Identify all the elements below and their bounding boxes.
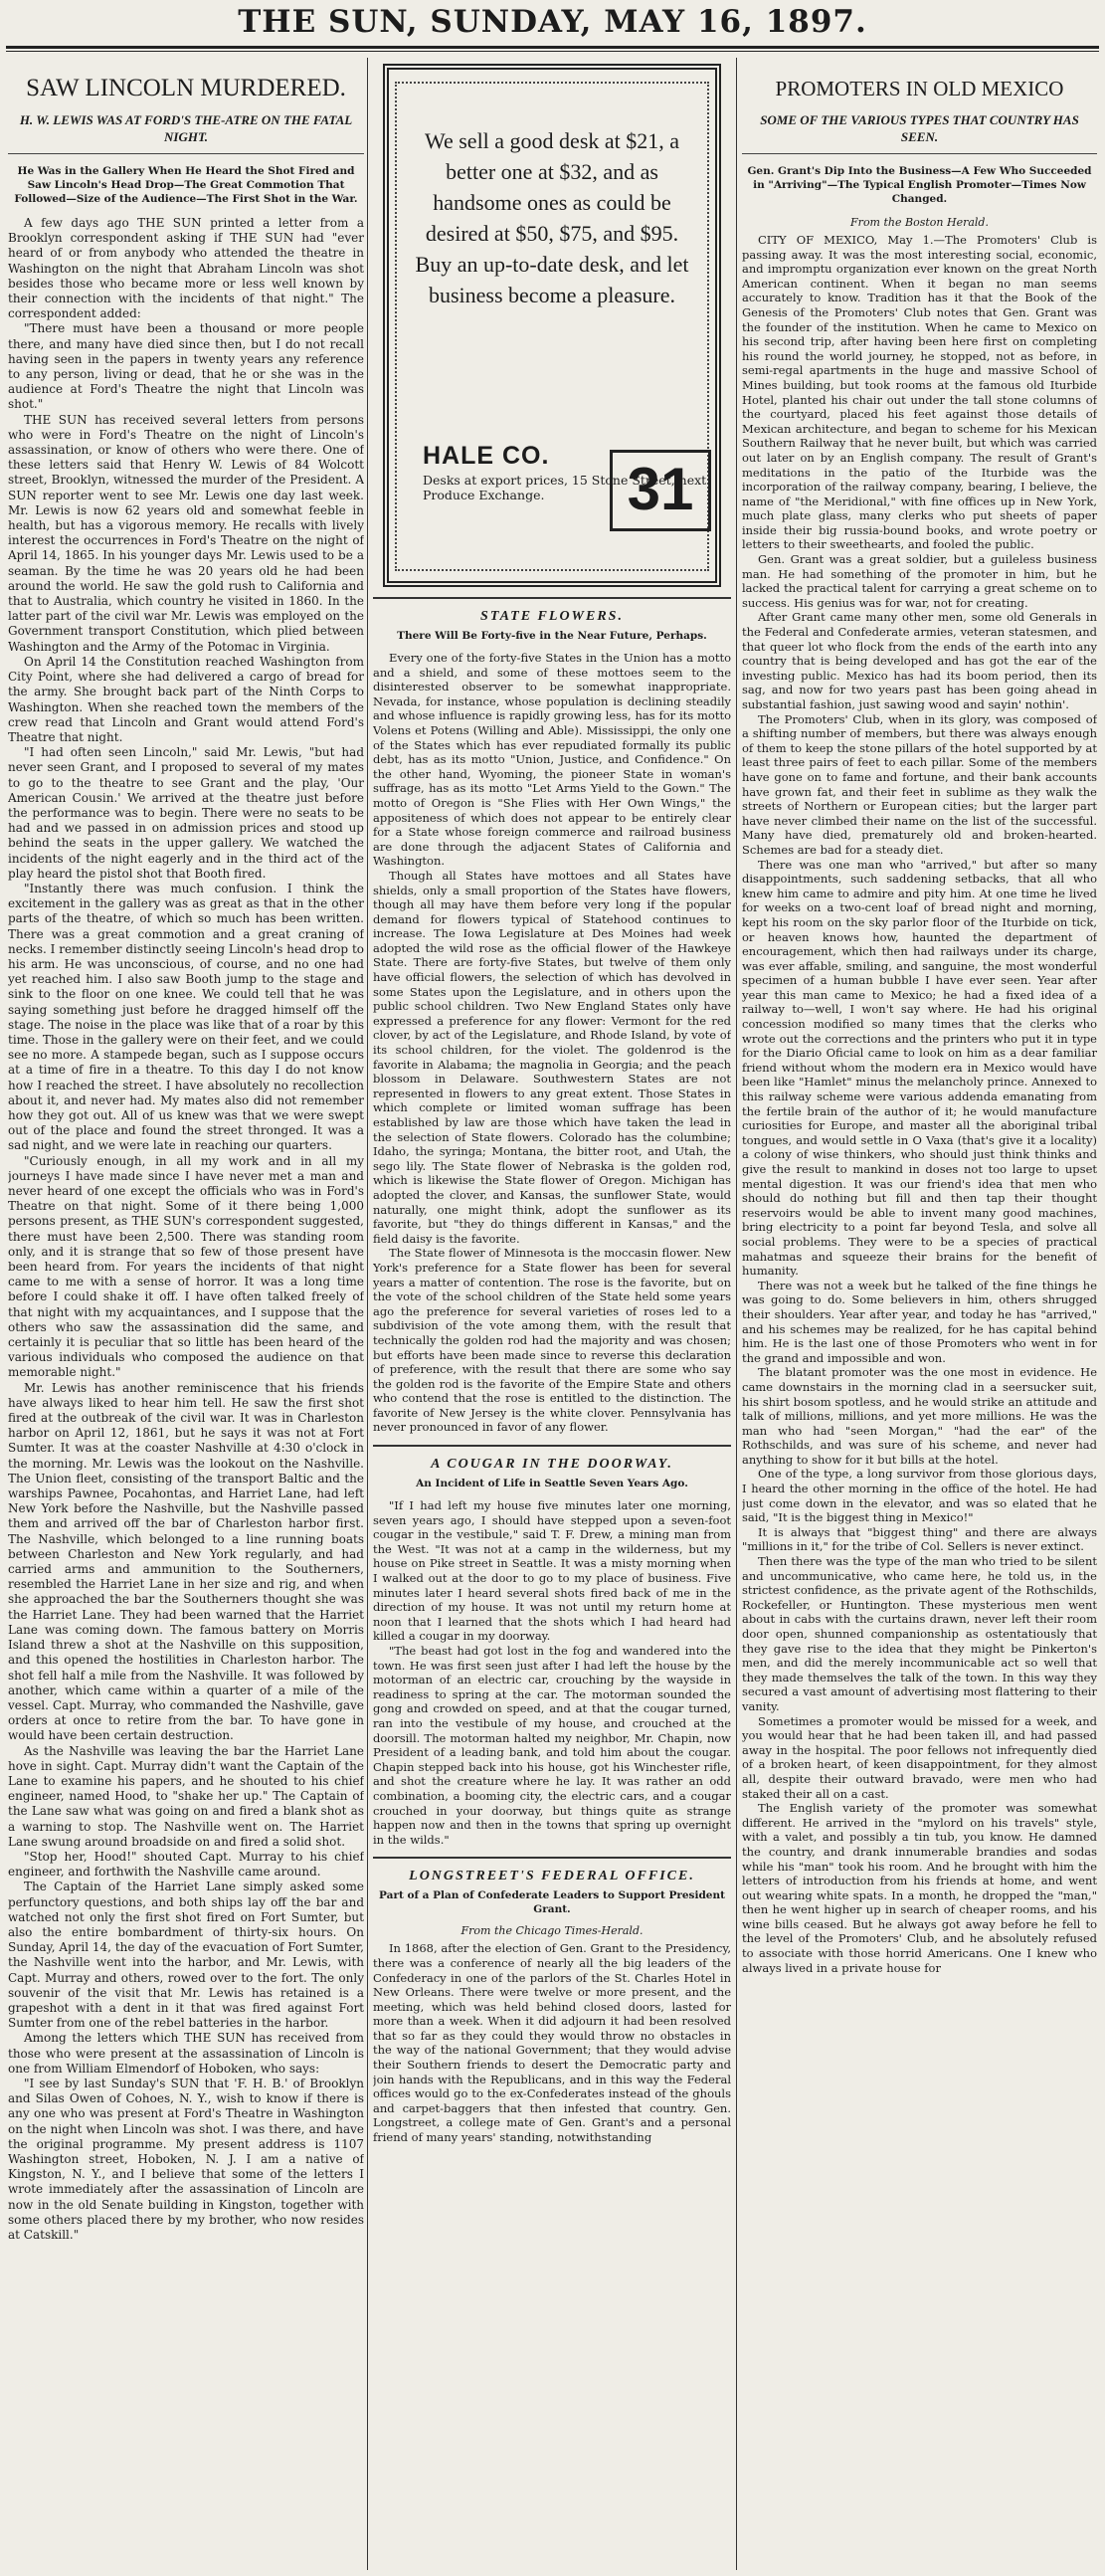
column-lincoln — [8, 58, 364, 2570]
masthead-rule-thin — [6, 51, 1099, 52]
ad-footer — [423, 442, 711, 537]
article-paragraph: After Grant came many other men, some old Generals in the Federal and Confederate armies, veteran statesmen, and that queer lot who flock from the ends of the earth into any country that is being developed and has got the ear of the investing public. Mexico has had its boom period, then its sag, and now for two years past has been going ahead in substantial fashion, just sawing wood and sayin' nothin'. — [742, 610, 1097, 711]
article-paragraph: "If I had left my house five minutes later one morning, seven years ago, I should have stepped upon a seven-foot cougar in the vestibule," said T. F. Drew, a mining man from the West. "It was not at a camp in the wilderness, but my house on Pike street in Seattle. It was a misty morning when I walked out at the door to go to my place of business. Five minutes later I heard several shots fired back of me in the direction of my house. It was not until my return home at noon that I learned that the shots which I had heard had killed a cougar in my doorway. — [373, 1498, 731, 1644]
article-paragraph: The Captain of the Harriet Lane simply asked some perfunctory questions, and both ships lay off the bar and watched not only the first shot fired on Fort Sumter, but also the entire bombardment of thirty-six hours. On Sunday, April 14, the day of the evacuation of Fort Sumter, the Nashville went into the harbor, and Mr. Lewis, with Capt. Murray and others, rowed over to the fort. The only souvenir of the visit that Mr. Lewis has retained is a grapeshot with a dent in it that was fired against Fort Sumter from one of the rebel batteries in the harbor. — [8, 1880, 364, 2031]
state-flowers-headline: STATE FLOWERS. — [480, 609, 624, 624]
article-paragraph: The English variety of the promoter was somewhat different. He arrived in the "mylord on his travels" style, with a valet, and possibly a tin tub, you know. He damned the country, and drank innumerable brandies and sodas while his "man" took his room. And he brought with him the letters of introduction from his friends at home, and went out wearing white spats. In a month, he dropped the "man," then he went higher up in search of cheaper rooms, and his wine bills ceased. But he always got away before he fell to the level of the Promoters' Club, and he absolutely refused to associate with those horrid Americans. One I knew who always lived in a private house for — [742, 1801, 1097, 1975]
ad-address: Desks at export prices, 15 Stone Street, next Produce Exchange. — [423, 473, 707, 502]
article-paragraph: "Curiously enough, in all my work and in all my journeys I have made since I have never met a man and never heard of one except the officials who was in Ford's Theatre on that night. Some of it there being 1,000 persons present, as THE SUN's correspondent suggested, there must have been 2,500. There was standing room only, and it is strange that so few of those present have been heard from. For years the incidents of that night came to me with a sense of horror. It was a long time before I could shake it off. I have often talked freely of that night with my acquaintances, and I suppose that the others who saw the assassination did the same, and certainly it is peculiar that so little has been heard of the various individuals who composed the audience on that memorable night." — [8, 1153, 364, 1380]
lincoln-subdeck: He Was in the Gallery When He Heard the Shot Fired and Saw Lincoln's Head Drop—The Great Commotion That Followed—Size of the Audience—The First Shot in the War. — [14, 165, 358, 205]
ad-copy: We sell a good desk at $21, a better one at $32, and as handsome ones as could be desired at $50, $75, and $95. Buy an up-to-date desk, and let business become a pleasure. — [415, 128, 689, 307]
ad-number-box: 31 — [610, 450, 711, 531]
article-paragraph: THE SUN has received several letters from persons who were in Ford's Theatre on the night of Lincoln's assassination, or know of others who were there. One of these letters said that Henry W. Lewis of 84 Wolcott street, Brooklyn, witnessed the murder of the President. A SUN reporter went to see Mr. Lewis one day last week. Mr. Lewis is now 62 years old and somewhat feeble in health, but has a vigorous memory. He recalls with lively interest the occurrences in Ford's Theatre on the night of April 14, 1865. In his younger days Mr. Lewis used to be a seaman. By the time he was 20 years old he had been around the world. He saw the gold rush to California and that to Australia, which country he visited in 1860. In the latter part of the civil war Mr. Lewis was employed on the Government transport Constitution, which plied between Washington and the Army of the Potomac in Virginia. — [8, 412, 364, 654]
article-paragraph: "Instantly there was much confusion. I think the excitement in the gallery was as great as that in the other parts of the theatre, of which so much has been written. There was a great commotion and a great craning of necks. I remember distinctly seeing Lincoln's head drop to his arm. He was unconscious, of course, and no one had yet reached him. I also saw Booth jump to the stage and sink to the floor on one knee. We could tell that he was saying something just before he dragged himself off the stage. The noise in the place was like that of a roar by this time. Those in the gallery were on their feet, and we could see no more. A stampede began, such as I suppose occurs at a time of fire in a theatre. To this day I do not know how I reached the street. I have absolutely no recollection about it, and never had. My mates also did not remember how they got out. All of us knew was that we were swept out of the place and found the street thronged. It was a sad night, and we were late in reaching our quarters. — [8, 881, 364, 1153]
promoters-headline: PROMOTERS IN OLD MEXICO — [775, 77, 1064, 100]
article-paragraph: "There must have been a thousand or more people there, and many have died since then, but I do not recall having seen in the papers in twenty years any reference to any person, living or dead, that he or she was in the audience at Ford's Theatre the night that Lincoln was shot." — [8, 321, 364, 412]
lincoln-headline: SAW LINCOLN MURDERED. — [26, 75, 346, 101]
state-flowers-body — [373, 651, 731, 1435]
article-paragraph: "I see by last Sunday's SUN that 'F. H. B.' of Brooklyn and Silas Owen of Cohoes, N. Y., wish to know if there is any one who was present at Ford's Theatre in Washington on the night when Lincoln was shot. I was there, and have the original programme. My present address is 1107 Washington street, Hoboken, N. J. I am a native of Kingston, N. Y., and I believe that some of the letters I wrote immediately after the assassination of Lincoln are now in the old Senate building in Kingston, together with some others placed there by my brother, who now resides at Catskill." — [8, 2076, 364, 2243]
promoters-deck: SOME OF THE VARIOUS TYPES THAT COUNTRY HAS SEEN. — [742, 111, 1097, 154]
lincoln-article-body — [8, 216, 364, 2243]
promoters-subdeck: Gen. Grant's Dip Into the Business—A Few Who Succeeded in "Arriving"—The Typical English Promoter—Times Now Changed. — [747, 165, 1092, 205]
longstreet-source: From the Chicago Times-Herald. — [460, 1924, 644, 1938]
article-paragraph: CITY OF MEXICO, May 1.—The Promoters' Club is passing away. It was the most interesting social, economic, and impromptu organization ever known on the great North American continent. When it began no man seems accurately to know. Tradition has it that the Book of the Genesis of the Promoters' Club notes that Gen. Grant was the founder of the institution. When he came to Mexico on his second trip, after having been here first on completing his round the world journey, he stopped, not as before, in semi-regal apartments in the huge and massive School of Mines building, but took rooms at the famous old Iturbide Hotel, planted his chair out under the tall stone columns of the courtyard, placed his feet against those details of Mexican architecture, and began to scheme for his Mexican Southern Railway that he never built, but which was carried out later on by an English company. The result of Grant's meditations in the patio of the Iturbide was the incorporation of the railway company, bearing, I believe, the name of "the Meridional," with fine offices up in New York, much plate glass, many clerks who put sheets of paper inside their big russia-bound books, and wrote poetry or letters to their sweethearts, and fooled the public. — [742, 233, 1097, 552]
article-paragraph: As the Nashville was leaving the bar the Harriet Lane hove in sight. Capt. Murray didn't want the Captain of the Lane to examine his papers, and he shouted to his chief engineer, named Hood, to "shake her up." The Captain of the Lane saw what was going on and fired a blank shot as a warning to stop. The Nashville went on. The Harriet Lane swung around broadside on and fired a solid shot. — [8, 1743, 364, 1849]
cougar-deck: An Incident of Life in Seattle Seven Years Ago. — [416, 1478, 688, 1490]
article-paragraph: Mr. Lewis has another reminiscence that his friends have always liked to hear him tell. He saw the first shot fired at the outbreak of the civil war. It was in Charleston harbor on April 12, 1861, but he says it was not at Fort Sumter. It was at the coaster Nashville at 4:30 o'clock in the morning. Mr. Lewis was the lookout on the Nashville. The Union fleet, consisting of the transport Baltic and the warships Pawnee, Pocahontas, and Harriet Lane, had left New York before the Nashville, but the Nashville passed them and arrived off the bar of Charleston harbor first. The Nashville, which belonged to a line running boats between Charleston and New York regularly, and had carried arms and ammunition to the Southerners, resembled the Harriet Lane in her size and rig, and when she approached the bar the Southerners thought she was the Harriet Lane. They had been warned that the Harriet Lane was coming down. The famous battery on Morris Island threw a shot at the Nashville on this supposition, and this opened the hostilities in Charleston harbor. The shot fell half a mile from the Nashville. It was followed by another, which came within a quarter of a mile of the vessel. Capt. Murray, who commanded the Nashville, gave orders at once to retire from the bar. To have gone in would have been certain destruction. — [8, 1380, 364, 1743]
article-paragraph: It is always that "biggest thing" and there are always "millions in it," for the tribe of Col. Sellers is never extinct. — [742, 1524, 1097, 1554]
promoters-article-body — [742, 233, 1097, 1975]
article-paragraph: On April 14 the Constitution reached Washington from City Point, where she had delivered a cargo of bread for the army. She brought back part of the Ninth Corps to Washington. When she reached town the members of the crew read that Lincoln and Grant would attend Ford's Theatre that night. — [8, 654, 364, 744]
lincoln-deck: H. W. LEWIS WAS AT FORD'S THE-ATRE ON THE FATAL NIGHT. — [8, 111, 364, 154]
article-paragraph: One of the type, a long survivor from those glorious days, I heard the other morning in the office of the hotel. He had just come down in the elevator, and was so elated that he said, "It is the biggest thing in Mexico!" — [742, 1467, 1097, 1525]
article-paragraph: Among the letters which THE SUN has received from those who were present at the assassination of Lincoln is one from William Elmendorf of Hoboken, who says: — [8, 2031, 364, 2076]
hale-desk-advertisement — [383, 64, 721, 587]
column-middle — [373, 58, 731, 2570]
article-paragraph: Every one of the forty-five States in the Union has a motto and a shield, and some of these mottoes seem to the disinterested observer to be somewhat inappropriate. Nevada, for instance, whose population is declining steadily and whose influence is rapidly growing less, has for its motto Volens et Potens (Willing and Able). Mississippi, the only one of the States which has ever repudiated formally its public debt, has as its motto "Union, Justice, and Confidence." On the other hand, Wyoming, the pioneer State in woman's suffrage, has as its motto "Let Arms Yield to the Gown." The motto of Oregon is "She Flies with Her Own Wings," the appositeness of which does not appear to be entirely clear for a State whose foreign commerce and railroad business are done through the adjacent States of California and Washington. — [373, 651, 731, 869]
article-paragraph: In 1868, after the election of Gen. Grant to the Presidency, there was a conference of nearly all the big leaders of the Confederacy in one of the parlors of the St. Charles Hotel in New Orleans. There were twelve or more present, and the meeting, which was held behind closed doors, lasted for more than a week. When it did adjourn it had been resolved that so far as they could they would throw no obstacles in the way of the national Government; that they would advise their Southern friends to desert the Democratic party and join hands with the Republicans, and in this way the Federal offices would go to the ex-Confederates instead of the ghouls and carpet-baggers that then infested that country. Gen. Longstreet, a college mate of Gen. Grant's and a personal friend of many years' standing, notwithstanding — [373, 1941, 731, 2145]
article-paragraph: There was not a week but he talked of the fine things he was going to do. Some believers in him, others shrugged their shoulders. Year after year, and today he has "arrived," and his schemes may be realized, for he has capital behind him. He is the last one of those Promoters who went in for the grand and impossible and won. — [742, 1278, 1097, 1365]
section-rule — [373, 597, 731, 599]
column-promoters — [742, 58, 1097, 2570]
article-paragraph: The State flower of Minnesota is the moccasin flower. New York's preference for a State flower has been for several years a matter of contention. The rose is the favorite, but on the vote of the school children of the State held some years ago the preference for several varieties of roses led to a subdivision of the vote among them, with the result that technically the golden rod had the majority and was chosen; but efforts have been made since to reverse this declaration of preference, with the result that there are some who say the golden rod is the favorite of the Empire State and others who contend that the rose is entitled to the distinction. The favorite of New Jersey is the white clover. Pennsylvania has never pronounced in favor of any flower. — [373, 1246, 731, 1435]
cougar-body — [373, 1498, 731, 1847]
article-paragraph: "I had often seen Lincoln," said Mr. Lewis, "but had never seen Grant, and I proposed to several of my mates to go to the theatre to see Grant and the play, 'Our American Cousin.' We arrived at the theatre just before the performance was to begin. There were no seats to be had and we passed in on admission prices and stood up behind the seats in the upper gallery. We watched the incidents of the night eagerly and in the third act of the play heard the pistol shot that Booth fired. — [8, 745, 364, 881]
masthead-rule — [6, 46, 1099, 49]
longstreet-body — [373, 1941, 731, 2144]
article-paragraph: The Promoters' Club, when in its glory, was composed of a shifting number of members, but there was always enough of them to keep the stone pillars of the hotel supported by at least three pairs of feet to each pillar. Some of the members have gone on to fame and fortune, and their bank accounts have grown fat, and their feet in sublime as they walk the streets of Northern or European cities; but the larger part have never climbed their name on the list of the successful. Many have died, prematurely old and broken-hearted. Schemes are bad for a steady diet. — [742, 711, 1097, 857]
cougar-headline: A COUGAR IN THE DOORWAY. — [431, 1457, 673, 1473]
longstreet-headline: LONGSTREET'S FEDERAL OFFICE. — [409, 1869, 695, 1884]
article-paragraph: "The beast had got lost in the fog and wandered into the town. He was first seen just after I had left the house by the motorman of an electric car, crouching by the wayside in readiness to spring at the car. The motorman sounded the gong and crowded on speed, and at that the cougar turned, ran into the vestibule of my house, and crouched at the doorsill. The motorman halted my neighbor, Mr. Chapin, now President of a leading bank, and told him about the cougar. Chapin stepped back into his house, got his Winchester rifle, and shot the creature where he lay. It was rather an odd combination, a booming city, the electric cars, and a cougar crouched in your doorway, but things quite as strange happen now and then in the towns that spring up overnight in the wilds." — [373, 1644, 731, 1847]
promoters-source: From the Boston Herald. — [850, 216, 989, 229]
article-paragraph: Then there was the type of the man who tried to be silent and uncommunicative, who came here, he told us, in the strictest confidence, as the private agent of the Rothschilds, Rockefeller, or Huntington. These mysterious men went about in cabs with the curtains drawn, never left their room door open, shunned companionship as ostentatiously that they gave rise to the idea that they might be Pinkerton's men, and did the merely incommunicable act so well that they made themselves the talk of the town. In this way they secured a vast amount of advertising most flattering to their vanity. — [742, 1554, 1097, 1713]
article-paragraph: Sometimes a promoter would be missed for a week, and you would hear that he had been taken ill, and had passed away in the hospital. The poor fellows not infrequently died of a broken heart, of keen disappointment, for they almost all, despite their outward bravado, were men who had staked their all on a cast. — [742, 1713, 1097, 1801]
section-rule — [373, 1857, 731, 1859]
article-paragraph: The blatant promoter was the one most in evidence. He came downstairs in the morning clad in a seersucker suit, his shirt bosom spotless, and he would strike an attitude and talk of millions, millions, and yet more millions. He was the man who had "seen Morgan," "had the ear" of the Rothschilds, and was sure of his scheme, and never had anything to show for it but bills at the hotel. — [742, 1365, 1097, 1467]
column-divider-2 — [736, 58, 737, 2570]
section-rule — [373, 1445, 731, 1447]
article-paragraph: There was one man who "arrived," but after so many disappointments, such saddening setbacks, that all who knew him came to admire and pity him. At one time he lived for weeks on a two-cent loaf of bread night and morning, kept his room on the sky parlor floor of the Iturbide on tick, or heaven knows how, haunted the department of encouragement, which then had railways under its charge, was ever affable, smiling, and sanguine, the most wonderful specimen of a human bubble I have ever seen. Year after year this man came to Mexico; he had a fixed idea of a railway to—well, I won't say where. He had his original concession modified so many times that the clerks who wrote out the corrections and the printers who put it in type for the Diario Oficial came to look on him as a dear familiar friend without whom the modern era in Mexico would have been like "Hamlet" minus the melancholy prince. Annexed to this railway scheme were various addenda emanating from the fertile brain of the author of it; he would manufacture curiosities for Europe, and master all the aboriginal tribal tongues, and would settle in O Vaxa (that's give it a locality) a colony of wise thinkers, who should just think thinks and give the result to mankind in doses not too large to upset mental digestion. It was our friend's idea that men who should do nothing but fill and then tap their thought reservoirs would be able to invent many good machines, bring electricity to a point far beyond Tesla, and solve all social problems. They were to be a species of practical mahatmas and squeeze their brains for the benefit of humanity. — [742, 857, 1097, 1279]
article-paragraph: A few days ago THE SUN printed a letter from a Brooklyn correspondent asking if THE SUN had "ever heard of or from anybody who attended the theatre in Washington on the night that Abraham Lincoln was shot besides those who became more or less well known by their connection with the incidents of that night." The correspondent added: — [8, 216, 364, 321]
state-flowers-deck: There Will Be Forty-five in the Near Future, Perhaps. — [397, 630, 707, 642]
article-paragraph: Gen. Grant was a great soldier, but a guileless business man. He had something of the promoter in him, but he lacked the practical talent for carrying a great scheme on to success. His genius was for war, not for creating. — [742, 552, 1097, 610]
longstreet-deck: Part of a Plan of Confederate Leaders to Support President Grant. — [379, 1889, 725, 1916]
article-paragraph: Though all States have mottoes and all States have shields, only a small proportion of the States have flowers, though all may have them before very long if the popular demand for flowers typical of Statehood continues to increase. The Iowa Legislature at Des Moines had week adopted the wild rose as the official flower of the Hawkeye State. There are forty-five States, but twelve of them only have official flowers, the selection of which has devolved in some States upon the Legislature, and in others upon the public school children. Two New England States only have expressed a preference for any flower: Vermont for the red clover, by act of the Legislature, and Rhode Island, by vote of its school children, for the violet. The goldenrod is the favorite in Alabama; the magnolia in Georgia; and the peach blossom in Delaware. Southwestern States are not represented in flowers to any great extent. Those States in which complete or limited woman suffrage has been established by law are those which have taken the lead in the selection of State flowers. Colorado has the columbine; Idaho, the syringa; Montana, the bitter root, and Utah, the sego lily. The State flower of Nebraska is the golden rod, which is likewise the State flower of Oregon. Michigan has adopted the clover, and Kansas, the sunflower State, would naturally, one might think, adopt the sunflower as its favorite, but "they do things different in Kansas," and the field daisy is the favorite. — [373, 868, 731, 1246]
article-paragraph: "Stop her, Hood!" shouted Capt. Murray to his chief engineer, and forthwith the Nashville came around. — [8, 1849, 364, 1880]
column-divider-1 — [367, 58, 368, 2570]
masthead: THE SUN, SUNDAY, MAY 16, 1897. — [238, 4, 867, 40]
ad-company-name: HALE CO. — [423, 442, 550, 470]
